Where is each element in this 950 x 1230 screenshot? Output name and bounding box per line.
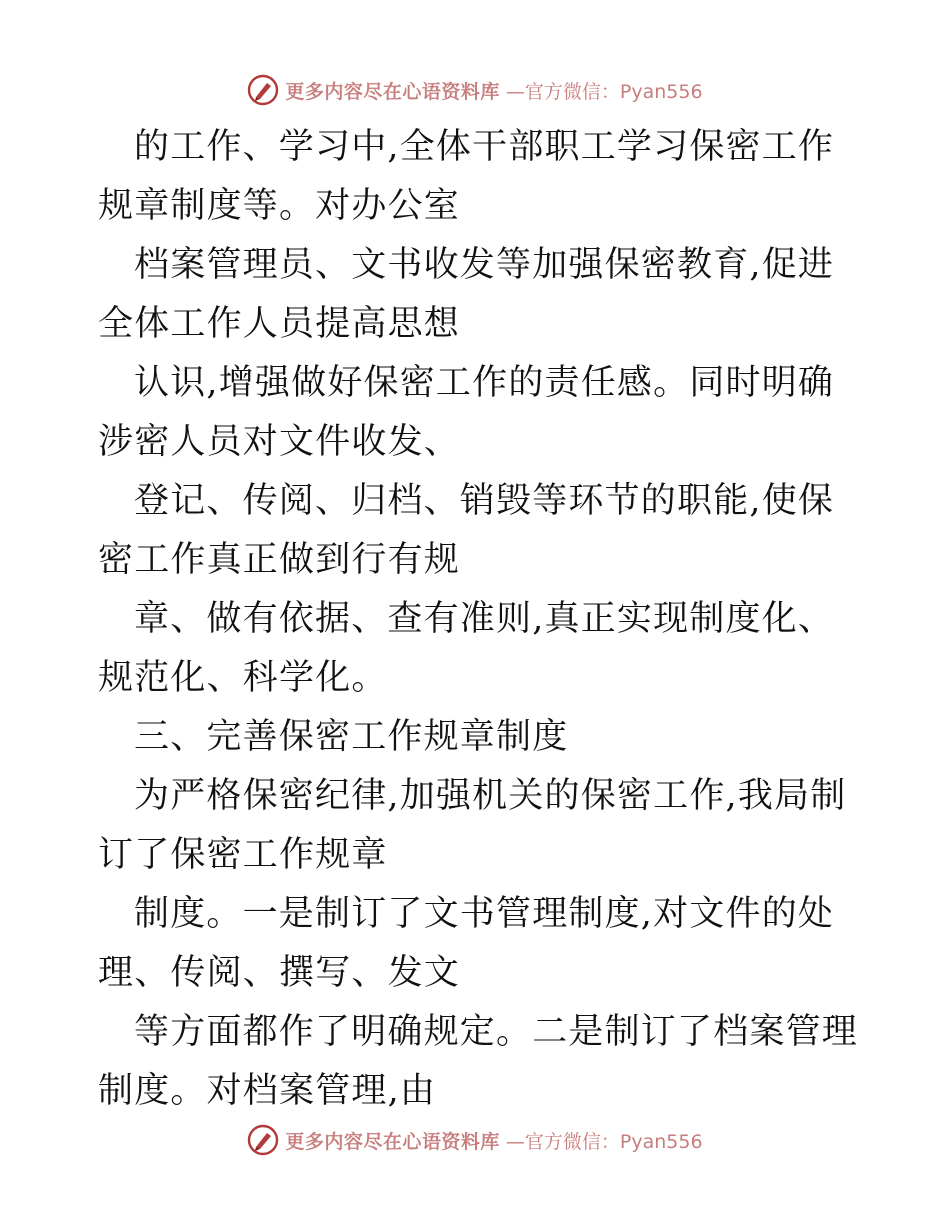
pen-logo-icon xyxy=(247,1124,279,1156)
paragraph: 为严格保密纪律,加强机关的保密工作,我局制订了保密工作规章 xyxy=(98,776,847,875)
paragraph: 制度。一是制订了文书管理制度,对文件的处理、传阅、撰写、发文 xyxy=(98,894,835,993)
watermark-brand-text: 更多内容尽在心语资料库 xyxy=(285,80,500,103)
section-heading: 三、完善保密工作规章制度 xyxy=(134,717,569,757)
paragraph: 等方面都作了明确规定。二是制订了档案管理制度。对档案管理,由 xyxy=(98,1012,859,1111)
paragraph: 认识,增强做好保密工作的责任感。同时明确涉密人员对文件收发、 xyxy=(98,363,835,462)
pen-logo-icon xyxy=(247,74,279,106)
paragraph: 档案管理员、文书收发等加强保密教育,促进全体工作人员提高思想 xyxy=(98,245,835,344)
watermark-header xyxy=(0,70,950,110)
paragraph: 登记、传阅、归档、销毁等环节的职能,使保密工作真正做到行有规 xyxy=(98,481,835,580)
watermark-wechat-text: —官方微信：Pyan556 xyxy=(505,1130,703,1153)
document-body xyxy=(98,118,868,1121)
paragraph: 章、做有依据、查有准则,真正实现制度化、规范化、科学化。 xyxy=(98,599,835,698)
watermark-wechat-text: —官方微信：Pyan556 xyxy=(505,80,703,103)
paragraph: 的工作、学习中,全体干部职工学习保密工作规章制度等。对办公室 xyxy=(98,127,835,226)
watermark-footer xyxy=(0,1120,950,1160)
watermark-brand-text: 更多内容尽在心语资料库 xyxy=(285,1130,500,1153)
